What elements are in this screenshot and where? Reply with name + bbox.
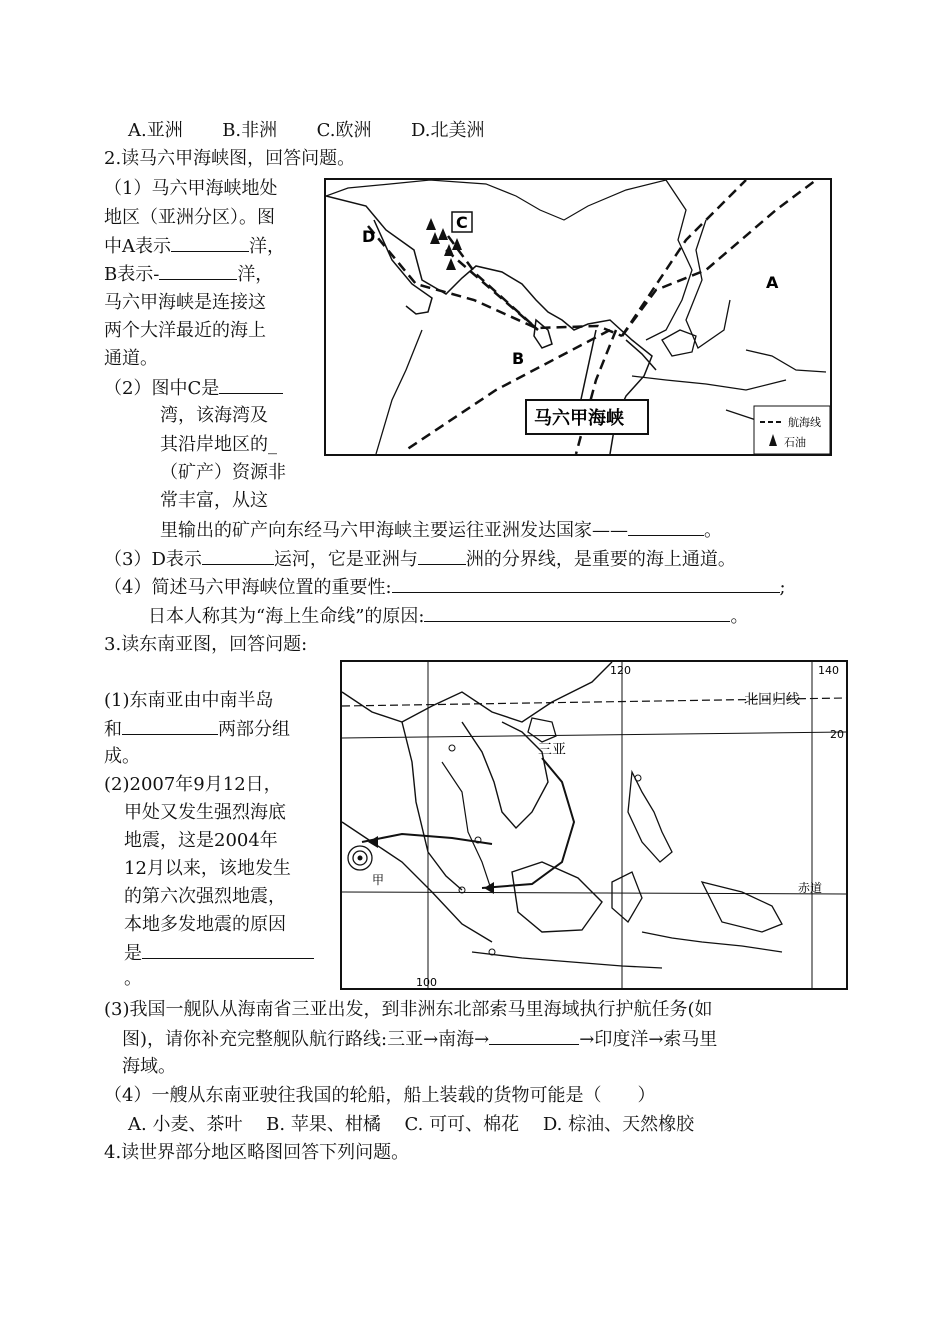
southeast-asia-map	[340, 660, 848, 990]
blank-route-strait[interactable]	[489, 1026, 579, 1045]
q2-p4-line1: （4）简述马六甲海峡位置的重要性: ;	[104, 574, 786, 601]
q3-p4-options: A. 小麦、茶叶 B. 苹果、柑橘 C. 可可、棉花 D. 棕油、天然橡胶	[128, 1114, 695, 1135]
q3-p2-line2: 甲处又发生强烈海底	[124, 802, 286, 823]
tropic-label: 北回归线	[744, 692, 800, 708]
blank-canal-d[interactable]	[202, 546, 274, 565]
sanya-label: 三亚	[538, 742, 566, 758]
map-label-c: C	[456, 213, 468, 232]
blank-importance[interactable]	[392, 574, 780, 593]
q2-p2-line3: 其沿岸地区的_	[160, 434, 277, 455]
q1-options	[128, 118, 484, 144]
q3-p2-line7: 是	[124, 940, 314, 967]
q2-p2-line5: 常丰富，从这	[160, 490, 268, 511]
q3-p2-line3: 地震，这是2004年	[124, 830, 278, 851]
q2-p2-line4: （矿产）资源非	[160, 462, 286, 483]
q3-p4: （4）一艘从东南亚驶往我国的轮船，船上装载的货物可能是（ ）	[104, 1085, 656, 1106]
q2-p2-line2: 湾，该海湾及	[160, 405, 268, 426]
map-label-d: D	[362, 227, 376, 246]
q1-option-a: A.亚洲	[128, 120, 183, 141]
q2-heading: 2.读马六甲海峡图，回答问题。	[104, 148, 356, 169]
q3-p2-line6: 本地多发地震的原因	[124, 914, 286, 935]
q2-p2-line1: （2）图中C是	[104, 375, 283, 402]
jia-label: 甲	[372, 873, 385, 887]
q3-p1-line2: 和 两部分组	[104, 716, 290, 743]
q3-p2-line5: 的第六次强烈地震，	[124, 886, 286, 907]
q2-p4-line2: 日本人称其为“海上生命线”的原因: 。	[148, 603, 748, 630]
q3-p1-line1: (1)东南亚由中南半岛	[104, 690, 274, 711]
legend-oil-label: 石油	[784, 436, 806, 449]
lat-20-label: 20	[830, 728, 844, 741]
blank-countries[interactable]	[628, 517, 704, 536]
q2-p1-line5: 马六甲海峡是连接这	[104, 292, 266, 313]
q2-p3: （3）D表示 运河，它是亚洲与 洲的分界线，是重要的海上通道。	[104, 546, 736, 573]
blank-archipelago[interactable]	[122, 716, 218, 735]
map-label-b: B	[512, 349, 525, 368]
q2-p2-line6: 里输出的矿产向东经马六甲海峡主要运往亚洲发达国家—— 。	[160, 517, 722, 544]
blank-continent[interactable]	[418, 546, 466, 565]
q1-option-d: D.北美洲	[410, 120, 485, 141]
blank-ocean-a[interactable]	[171, 233, 249, 252]
equator-label: 赤道	[798, 881, 823, 895]
q3-p2-line1: (2)2007年9月12日，	[104, 774, 282, 795]
malacca-map-svg	[326, 180, 830, 454]
q3-heading: 3.读东南亚图，回答问题:	[104, 634, 308, 655]
strait-label: 马六甲海峡	[534, 408, 624, 429]
q2-p1-line7: 通道。	[104, 348, 158, 369]
q2-p1-line1: （1）马六甲海峡地处	[104, 178, 278, 199]
blank-earthquake-reason[interactable]	[142, 940, 314, 959]
legend-route-label: 航海线	[788, 416, 821, 429]
southeast-asia-map-svg	[342, 662, 846, 988]
q1-option-b: B.非洲	[222, 120, 278, 141]
q3-p2-line8: 。	[124, 968, 142, 989]
q4-heading: 4.读世界部分地区略图回答下列问题。	[104, 1142, 410, 1163]
q1-option-c: C.欧洲	[316, 120, 372, 141]
map-label-a: A	[766, 273, 779, 292]
q2-p1-line3: 中A表示 洋，	[104, 233, 285, 260]
q3-p3-line3: 海域。	[122, 1056, 176, 1077]
q2-p1-line6: 两个大洋最近的海上	[104, 320, 266, 341]
lon-100-label: 100	[416, 976, 437, 988]
q3-p1-line3: 成。	[104, 746, 140, 767]
q3-p3-line2: 图)，请你补充完整舰队航行路线:三亚→南海→ →印度洋→索马里	[122, 1026, 717, 1053]
q2-p1-line2: 地区（亚洲分区）。图	[104, 207, 275, 228]
blank-ocean-b[interactable]	[159, 261, 237, 280]
blank-lifeline-reason[interactable]	[424, 603, 730, 622]
lon-140-label: 140	[818, 664, 839, 677]
blank-gulf-c[interactable]	[219, 375, 283, 394]
q2-p1-line4: B表示- 洋，	[104, 261, 273, 288]
q3-p3-line1: (3)我国一舰队从海南省三亚出发，到非洲东北部索马里海域执行护航任务(如	[104, 999, 713, 1020]
lon-120-label: 120	[610, 664, 631, 677]
q3-p2-line4: 12月以来，该地发生	[124, 858, 291, 879]
malacca-map	[324, 178, 832, 456]
